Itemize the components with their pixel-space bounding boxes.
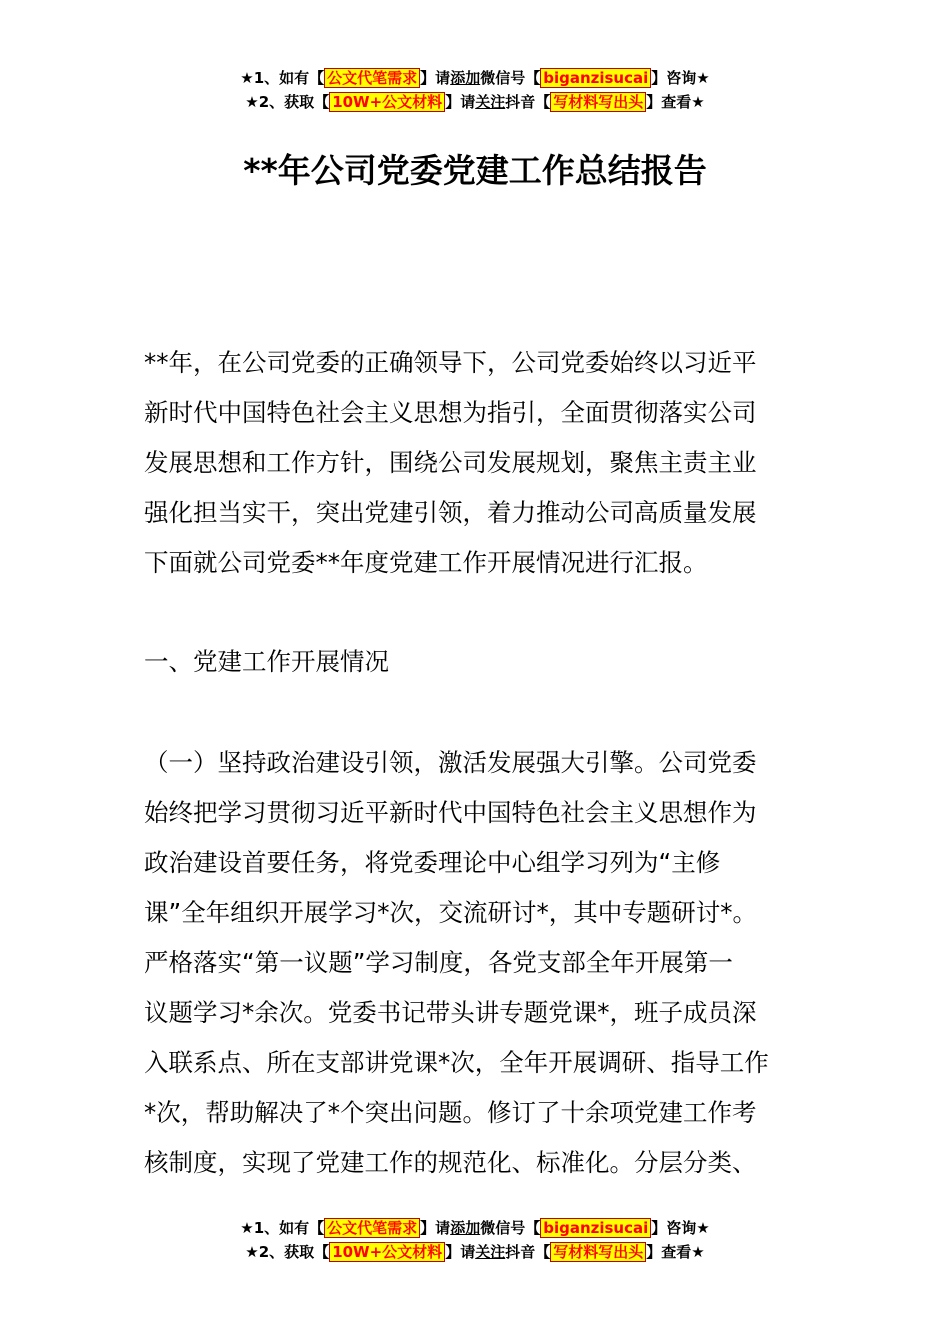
banner-highlight: 公文代笔需求 — [324, 68, 420, 88]
banner-highlight: 10W+公文材料 — [329, 92, 445, 112]
text-line: *次，帮助解决了*个突出问题。修订了十余项党建工作考 — [144, 1098, 757, 1127]
banner-text: 】请 — [445, 1243, 476, 1261]
text-line: 核制度，实现了党建工作的规范化、标准化。分层分类、 — [144, 1148, 757, 1177]
footer-banner — [0, 1216, 950, 1264]
banner-underlined: 关注 — [475, 93, 506, 111]
banner-highlight: 公文代笔需求 — [324, 1218, 420, 1238]
banner-highlight: 写材料写出头 — [550, 92, 646, 112]
banner-underlined: 添加 — [450, 69, 481, 87]
banner-text: 】请 — [420, 1219, 451, 1237]
banner-highlight: biganzisucai — [540, 68, 651, 88]
text-line: **年，在公司党委的正确领导下，公司党委始终以习近平 — [144, 348, 757, 377]
text-line: 议题学习*余次。党委书记带头讲专题党课*，班子成员深 — [144, 998, 757, 1027]
banner-line-1 — [0, 1216, 950, 1240]
section-heading — [144, 637, 814, 687]
text-line: 下面就公司党委**年度党建工作开展情况进行汇报。 — [144, 548, 708, 577]
document-title: **年公司党委党建工作总结报告 — [243, 151, 707, 190]
banner-text: ★2、获取【 — [245, 93, 330, 111]
text-line: （一）坚持政治建设引领，激活发展强大引擎。公司党委 — [144, 748, 757, 777]
banner-text: 】请 — [445, 93, 476, 111]
heading-text: 一、党建工作开展情况 — [144, 647, 389, 676]
text-line: 严格落实“第一议题”学习制度，各党支部全年开展第一 — [144, 948, 733, 977]
banner-text: ★2、获取【 — [245, 1243, 330, 1261]
banner-text: ★1、如有【 — [240, 69, 325, 87]
banner-line-2 — [0, 1240, 950, 1264]
banner-line-2 — [0, 90, 950, 114]
banner-underlined: 添加 — [450, 1219, 481, 1237]
banner-highlight: 10W+公文材料 — [329, 1242, 445, 1262]
banner-text: 抖音【 — [505, 1243, 551, 1261]
text-line: 始终把学习贯彻习近平新时代中国特色社会主义思想作为 — [144, 798, 757, 827]
paragraph-political-building — [144, 738, 814, 1188]
banner-text: 微信号【 — [480, 69, 541, 87]
banner-text: 抖音【 — [505, 93, 551, 111]
banner-text: 】查看★ — [646, 93, 705, 111]
banner-highlight: biganzisucai — [540, 1218, 651, 1238]
text-line: 发展思想和工作方针，围绕公司发展规划，聚焦主责主业 — [144, 448, 757, 477]
paragraph-intro — [144, 338, 814, 588]
banner-highlight: 写材料写出头 — [550, 1242, 646, 1262]
banner-text: 微信号【 — [480, 1219, 541, 1237]
banner-underlined: 关注 — [475, 1243, 506, 1261]
banner-text: ★1、如有【 — [240, 1219, 325, 1237]
text-line: 政治建设首要任务，将党委理论中心组学习列为“主修 — [144, 848, 721, 877]
banner-text: 】咨询★ — [651, 69, 710, 87]
text-line: 课”全年组织开展学习*次，交流研讨*，其中专题研讨*。 — [144, 898, 757, 927]
text-line: 强化担当实干，突出党建引领，着力推动公司高质量发展 — [144, 498, 757, 527]
banner-text: 】咨询★ — [651, 1219, 710, 1237]
banner-line-1 — [0, 66, 950, 90]
text-line: 入联系点、所在支部讲党课*次，全年开展调研、指导工作 — [144, 1048, 769, 1077]
banner-text: 】请 — [420, 69, 451, 87]
header-banner — [0, 66, 950, 114]
banner-text: 】查看★ — [646, 1243, 705, 1261]
text-line: 新时代中国特色社会主义思想为指引，全面贯彻落实公司 — [144, 398, 757, 427]
